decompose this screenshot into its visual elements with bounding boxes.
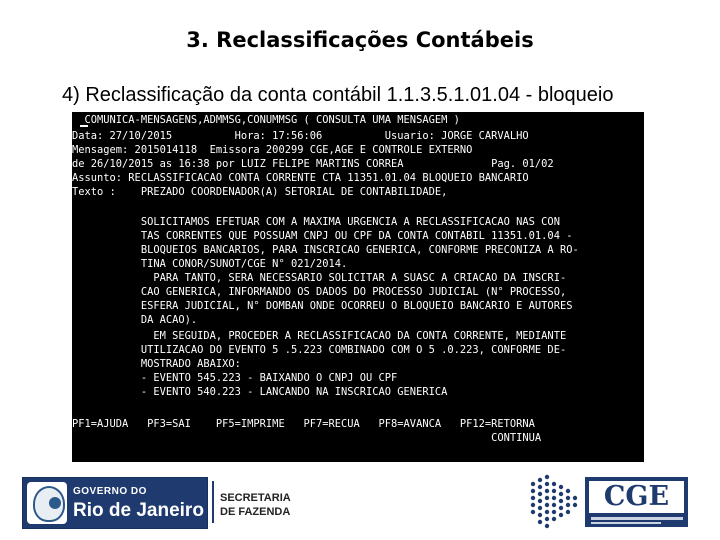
cge-logo-tagline [591, 517, 683, 520]
cge-dots-icon [525, 474, 581, 530]
terminal-sender-line: de 26/10/2015 as 16:38 por LUIZ FELIPE MARTINS CORREA Pag. 01/02 [72, 158, 554, 170]
terminal-function-keys[interactable]: PF1=AJUDA PF3=SAI PF5=IMPRIME PF7=RECUA PF8=AVANCA PF12=RETORNA [72, 418, 535, 430]
cge-logo-text: CGE [603, 481, 670, 512]
slide-title: 3. Reclassificações Contábeis [186, 28, 534, 52]
cge-logo-tagline-2 [591, 522, 661, 524]
terminal-text-line: EM SEGUIDA, PROCEDER A RECLASSIFICACAO DA CONTA CORRENTE, MEDIANTE [72, 330, 567, 342]
terminal-text-line: DA ACAO). [72, 314, 198, 326]
terminal-text-line: Texto : PREZADO COORDENADOR(A) SETORIAL DE CONTABILIDADE, [72, 186, 448, 198]
governo-rio-de-janeiro-logo [22, 477, 208, 529]
terminal-text-line: PARA TANTO, SERA NECESSARIO SOLICITAR A SUASC A CRIACAO DA INSCRI- [72, 272, 567, 284]
fazenda-line: DE FAZENDA [220, 506, 291, 518]
terminal-text-line: - EVENTO 545.223 - BAIXANDO O CNPJ OU CPF [72, 372, 398, 384]
terminal-text-line: MOSTRADO ABAIXO: [72, 358, 241, 370]
terminal-header-line: COMUNICA-MENSAGENS,ADMMSG,CONUMMSG ( CONSULTA UMA MENSAGEM ) [72, 114, 460, 126]
slide-subtitle: 4) Reclassificação da conta contábil 1.1.3.5.1.01.04 - bloqueio [62, 84, 614, 106]
state-seal-icon [27, 482, 67, 524]
terminal-text-line: ESFERA JUDICIAL, N° DOMBAN ONDE OCORREU O BLOQUEIO BANCARIO E AUTORES [72, 300, 573, 312]
logo-divider [212, 481, 214, 523]
secretaria-de-fazenda-label [220, 491, 291, 519]
logo-rio-de-janeiro-label: Rio de Janeiro [73, 500, 204, 521]
mainframe-terminal-screen [72, 112, 644, 462]
logo-governo-label: GOVERNO DO [73, 486, 147, 497]
terminal-subject-line: Assunto: RECLASSIFICACAO CONTA CORRENTE CTA 11351.01.04 BLOQUEIO BANCARIO [72, 172, 529, 184]
terminal-date-line: Data: 27/10/2015 Hora: 17:56:06 Usuario: JORGE CARVALHO [72, 130, 529, 142]
terminal-text-line: UTILIZACAO DO EVENTO 5 .5.223 COMBINADO COM O 5 .0.223, CONFORME DE- [72, 344, 567, 356]
terminal-text-line: CAO GENERICA, INFORMANDO OS DADOS DO PROCESSO JUDICIAL (N° PROCESSO, [72, 286, 567, 298]
terminal-text-line: BLOQUEIOS BANCARIOS, PARA INSCRICAO GENERICA, CONFORME PRECONIZA A RO- [72, 244, 579, 256]
terminal-continue-indicator: CONTINUA [72, 432, 542, 444]
terminal-text-line: - EVENTO 540.223 - LANCANDO NA INSCRICAO GENERICA [72, 386, 448, 398]
terminal-text-line: TINA CONOR/SUNOT/CGE N° 021/2014. [72, 258, 348, 270]
terminal-message-line: Mensagem: 2015014118 Emissora 200299 CGE,AGE E CONTROLE EXTERNO [72, 144, 473, 156]
terminal-text-line: TAS CORRENTES QUE POSSUAM CNPJ OU CPF DA CONTA CONTABIL 11351.01.04 - [72, 230, 573, 242]
secretaria-line: SECRETARIA [220, 492, 291, 504]
cge-logo [585, 477, 688, 527]
terminal-text-line: SOLICITAMOS EFETUAR COM A MAXIMA URGENCIA A RECLASSIFICACAO NAS CON [72, 216, 560, 228]
